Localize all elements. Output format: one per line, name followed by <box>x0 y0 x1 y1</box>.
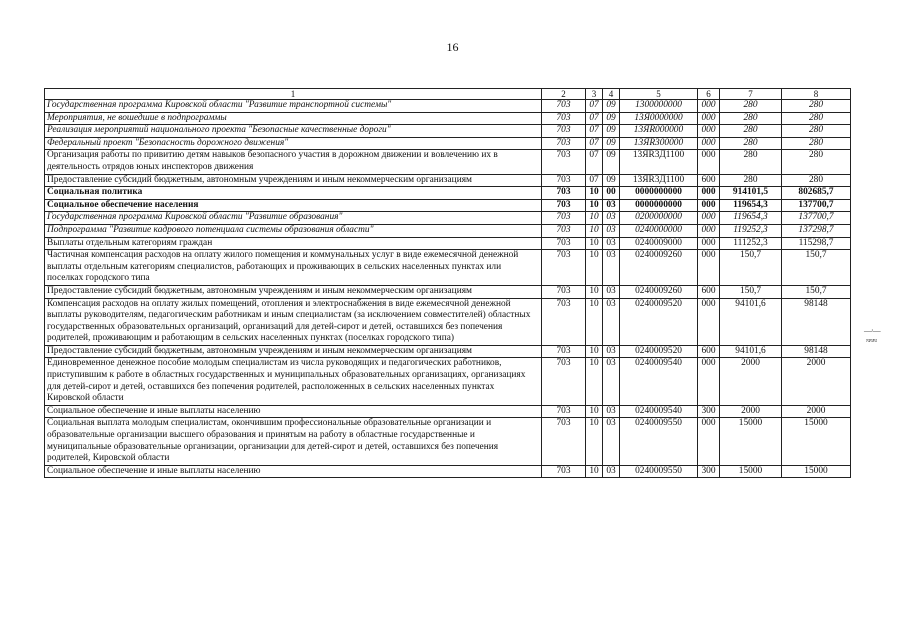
row-value-cell: 703 <box>542 174 586 187</box>
row-name-cell: Организация работы по привитию детям навыков безопасного участия в дорожном движении и вовлечению их в деятельность отрядов юных инспекторов движения <box>45 150 542 174</box>
row-value-cell: 03 <box>603 237 620 250</box>
row-value-cell: 07 <box>586 150 603 174</box>
row-value-cell: 150,7 <box>720 285 782 298</box>
row-name-cell: Компенсация расходов на оплату жилых помещений, отопления и электроснабжения в виде ежемесячной денежной выплаты руководителям, педагогическим работникам и иным специалистам (за исключением совместителей) областных государственных образовательных организаций, организаций для детей-сирот и детей, оставшихся без попечения родителей, проживающим и работающим в сельских населенных пунктах (поселках городского типа) <box>45 298 542 345</box>
header-cell: 3 <box>586 89 603 100</box>
row-value-cell: 000 <box>698 112 720 125</box>
row-value-cell: 914101,5 <box>720 187 782 200</box>
row-value-cell: 703 <box>542 418 586 465</box>
row-value-cell: 03 <box>603 212 620 225</box>
row-value-cell: 10 <box>586 418 603 465</box>
row-value-cell: 03 <box>603 224 620 237</box>
row-value-cell: 280 <box>782 112 851 125</box>
row-name-cell: Подпрограмма "Развитие кадрового потенциала системы образования области" <box>45 224 542 237</box>
header-cell: 5 <box>620 89 698 100</box>
row-value-cell: 703 <box>542 150 586 174</box>
table-row <box>45 224 851 237</box>
row-value-cell: 115298,7 <box>782 237 851 250</box>
row-value-cell: 280 <box>720 100 782 113</box>
row-value-cell: 280 <box>720 125 782 138</box>
row-value-cell: 00 <box>603 187 620 200</box>
row-value-cell: 15000 <box>782 465 851 478</box>
budget-table <box>44 88 851 478</box>
row-name-cell: Социальная выплата молодым специалистам, окончившим профессиональные образовательные организации и образовательные организации высшего образования и принятым на работу в областные государственные и муниципальные образовательные организации, организации для детей-сирот и детей, оставшихся без попечения родителей, Кировской области <box>45 418 542 465</box>
row-value-cell: 0240009550 <box>620 418 698 465</box>
row-name-cell: Предоставление субсидий бюджетным, автономным учреждениям и иным некоммерческим организациям <box>45 285 542 298</box>
row-value-cell: 280 <box>782 137 851 150</box>
table-row <box>45 199 851 212</box>
table-row <box>45 345 851 358</box>
row-value-cell: 03 <box>603 250 620 286</box>
table-row <box>45 125 851 138</box>
row-value-cell: 0240009550 <box>620 465 698 478</box>
row-value-cell: 000 <box>698 298 720 345</box>
row-value-cell: 10 <box>586 285 603 298</box>
table-row <box>45 112 851 125</box>
row-name-cell: Частичная компенсация расходов на оплату жилого помещения и коммунальных услуг в виде ежемесячной денежной выплаты отдельным категориям специалистов, работающих и проживающих в сельских населенных пунктах или поселках городского типа <box>45 250 542 286</box>
row-value-cell: 000 <box>698 358 720 405</box>
row-value-cell: 000 <box>698 212 720 225</box>
row-value-cell: 0240009520 <box>620 298 698 345</box>
row-value-cell: 300 <box>698 465 720 478</box>
row-value-cell: 0000000000 <box>620 199 698 212</box>
scan-mark: ≈≈≈ <box>866 336 877 345</box>
row-value-cell: 03 <box>603 199 620 212</box>
row-value-cell: 703 <box>542 100 586 113</box>
row-name-cell: Реализация мероприятий национального проекта "Безопасные качественные дороги" <box>45 125 542 138</box>
row-value-cell: 10 <box>586 212 603 225</box>
table-row <box>45 418 851 465</box>
table-row <box>45 187 851 200</box>
row-value-cell: 09 <box>603 125 620 138</box>
row-value-cell: 703 <box>542 137 586 150</box>
row-value-cell: 600 <box>698 174 720 187</box>
row-value-cell: 13ЯR300000 <box>620 137 698 150</box>
row-value-cell: 0240000000 <box>620 224 698 237</box>
row-value-cell: 10 <box>586 358 603 405</box>
row-name-cell: Федеральный проект "Безопасность дорожного движения" <box>45 137 542 150</box>
row-value-cell: 09 <box>603 174 620 187</box>
row-value-cell: 000 <box>698 187 720 200</box>
row-value-cell: 03 <box>603 418 620 465</box>
row-value-cell: 03 <box>603 358 620 405</box>
row-value-cell: 703 <box>542 125 586 138</box>
row-value-cell: 000 <box>698 418 720 465</box>
row-value-cell: 000 <box>698 100 720 113</box>
header-cell: 7 <box>720 89 782 100</box>
row-value-cell: 98148 <box>782 298 851 345</box>
row-value-cell: 111252,3 <box>720 237 782 250</box>
row-value-cell: 802685,7 <box>782 187 851 200</box>
row-value-cell: 10 <box>586 345 603 358</box>
row-value-cell: 280 <box>782 100 851 113</box>
row-value-cell: 94101,6 <box>720 345 782 358</box>
row-value-cell: 10 <box>586 224 603 237</box>
row-value-cell: 0240009260 <box>620 250 698 286</box>
table-row <box>45 250 851 286</box>
header-cell: 8 <box>782 89 851 100</box>
scan-mark: —·— <box>864 326 880 335</box>
row-value-cell: 10 <box>586 237 603 250</box>
row-value-cell: 703 <box>542 187 586 200</box>
row-value-cell: 07 <box>586 137 603 150</box>
row-value-cell: 15000 <box>720 465 782 478</box>
row-value-cell: 0200000000 <box>620 212 698 225</box>
table-row <box>45 405 851 418</box>
table-row <box>45 137 851 150</box>
row-value-cell: 0240009540 <box>620 358 698 405</box>
row-value-cell: 137298,7 <box>782 224 851 237</box>
row-value-cell: 703 <box>542 224 586 237</box>
table-row <box>45 212 851 225</box>
row-value-cell: 280 <box>720 174 782 187</box>
row-value-cell: 703 <box>542 199 586 212</box>
row-value-cell: 0240009260 <box>620 285 698 298</box>
row-value-cell: 1300000000 <box>620 100 698 113</box>
row-value-cell: 10 <box>586 465 603 478</box>
row-value-cell: 2000 <box>782 405 851 418</box>
row-value-cell: 0000000000 <box>620 187 698 200</box>
row-value-cell: 09 <box>603 100 620 113</box>
row-value-cell: 119654,3 <box>720 212 782 225</box>
row-value-cell: 703 <box>542 250 586 286</box>
table-row <box>45 465 851 478</box>
table-row <box>45 150 851 174</box>
header-cell: 1 <box>45 89 542 100</box>
row-value-cell: 150,7 <box>720 250 782 286</box>
row-name-cell: Социальное обеспечение и иные выплаты населению <box>45 465 542 478</box>
table-row <box>45 298 851 345</box>
row-value-cell: 2000 <box>720 405 782 418</box>
table-row <box>45 100 851 113</box>
row-value-cell: 703 <box>542 237 586 250</box>
row-value-cell: 0240009000 <box>620 237 698 250</box>
row-value-cell: 15000 <box>720 418 782 465</box>
row-value-cell: 703 <box>542 345 586 358</box>
row-value-cell: 07 <box>586 112 603 125</box>
row-value-cell: 13ЯR3Д1100 <box>620 174 698 187</box>
row-value-cell: 2000 <box>782 358 851 405</box>
row-value-cell: 137700,7 <box>782 212 851 225</box>
row-value-cell: 13ЯR3Д1100 <box>620 150 698 174</box>
row-value-cell: 703 <box>542 465 586 478</box>
header-cell: 2 <box>542 89 586 100</box>
table-header-row <box>45 89 851 100</box>
row-value-cell: 10 <box>586 405 603 418</box>
row-value-cell: 10 <box>586 298 603 345</box>
row-value-cell: 000 <box>698 125 720 138</box>
row-value-cell: 280 <box>720 112 782 125</box>
row-name-cell: Предоставление субсидий бюджетным, автономным учреждениям и иным некоммерческим организациям <box>45 174 542 187</box>
row-value-cell: 09 <box>603 112 620 125</box>
table-row <box>45 174 851 187</box>
row-value-cell: 703 <box>542 405 586 418</box>
row-value-cell: 94101,6 <box>720 298 782 345</box>
row-value-cell: 000 <box>698 199 720 212</box>
row-name-cell: Социальная политика <box>45 187 542 200</box>
row-value-cell: 150,7 <box>782 285 851 298</box>
row-value-cell: 10 <box>586 250 603 286</box>
page-number: 16 <box>446 40 459 54</box>
row-value-cell: 000 <box>698 137 720 150</box>
row-value-cell: 300 <box>698 405 720 418</box>
row-value-cell: 09 <box>603 150 620 174</box>
row-value-cell: 150,7 <box>782 250 851 286</box>
table-row <box>45 237 851 250</box>
row-name-cell: Государственная программа Кировской области "Развитие транспортной системы" <box>45 100 542 113</box>
row-value-cell: 600 <box>698 285 720 298</box>
row-value-cell: 98148 <box>782 345 851 358</box>
row-value-cell: 15000 <box>782 418 851 465</box>
row-name-cell: Предоставление субсидий бюджетным, автономным учреждениям и иным некоммерческим организациям <box>45 345 542 358</box>
row-value-cell: 03 <box>603 285 620 298</box>
row-value-cell: 10 <box>586 187 603 200</box>
row-name-cell: Мероприятия, не вошедшие в подпрограммы <box>45 112 542 125</box>
row-value-cell: 703 <box>542 212 586 225</box>
row-value-cell: 280 <box>782 150 851 174</box>
row-value-cell: 0240009520 <box>620 345 698 358</box>
header-cell: 4 <box>603 89 620 100</box>
row-value-cell: 280 <box>720 137 782 150</box>
row-value-cell: 600 <box>698 345 720 358</box>
row-value-cell: 10 <box>586 199 603 212</box>
row-value-cell: 03 <box>603 345 620 358</box>
row-value-cell: 703 <box>542 298 586 345</box>
row-value-cell: 000 <box>698 250 720 286</box>
row-name-cell: Единовременное денежное пособие молодым специалистам из числа руководящих и педагогических работников, приступившим к работе в областных государственных и муниципальных образовательных организациях, организациях для детей-сирот и детей, оставшихся без попечения родителей, расположенных в сельских населенных пунктах Кировской области <box>45 358 542 405</box>
row-name-cell: Социальное обеспечение населения <box>45 199 542 212</box>
row-value-cell: 280 <box>782 125 851 138</box>
row-value-cell: 03 <box>603 465 620 478</box>
row-value-cell: 703 <box>542 358 586 405</box>
table-row <box>45 358 851 405</box>
table-row <box>45 285 851 298</box>
row-value-cell: 07 <box>586 125 603 138</box>
row-value-cell: 03 <box>603 405 620 418</box>
row-value-cell: 09 <box>603 137 620 150</box>
row-value-cell: 703 <box>542 112 586 125</box>
row-value-cell: 13ЯR000000 <box>620 125 698 138</box>
row-value-cell: 703 <box>542 285 586 298</box>
row-value-cell: 07 <box>586 174 603 187</box>
row-value-cell: 000 <box>698 224 720 237</box>
row-name-cell: Выплаты отдельным категориям граждан <box>45 237 542 250</box>
row-value-cell: 2000 <box>720 358 782 405</box>
header-cell: 6 <box>698 89 720 100</box>
row-name-cell: Государственная программа Кировской области "Развитие образования" <box>45 212 542 225</box>
row-value-cell: 280 <box>782 174 851 187</box>
row-value-cell: 03 <box>603 298 620 345</box>
row-value-cell: 07 <box>586 100 603 113</box>
row-value-cell: 119654,3 <box>720 199 782 212</box>
row-value-cell: 119252,3 <box>720 224 782 237</box>
row-value-cell: 000 <box>698 237 720 250</box>
row-name-cell: Социальное обеспечение и иные выплаты населению <box>45 405 542 418</box>
row-value-cell: 280 <box>720 150 782 174</box>
row-value-cell: 13Я0000000 <box>620 112 698 125</box>
row-value-cell: 000 <box>698 150 720 174</box>
row-value-cell: 0240009540 <box>620 405 698 418</box>
row-value-cell: 137700,7 <box>782 199 851 212</box>
